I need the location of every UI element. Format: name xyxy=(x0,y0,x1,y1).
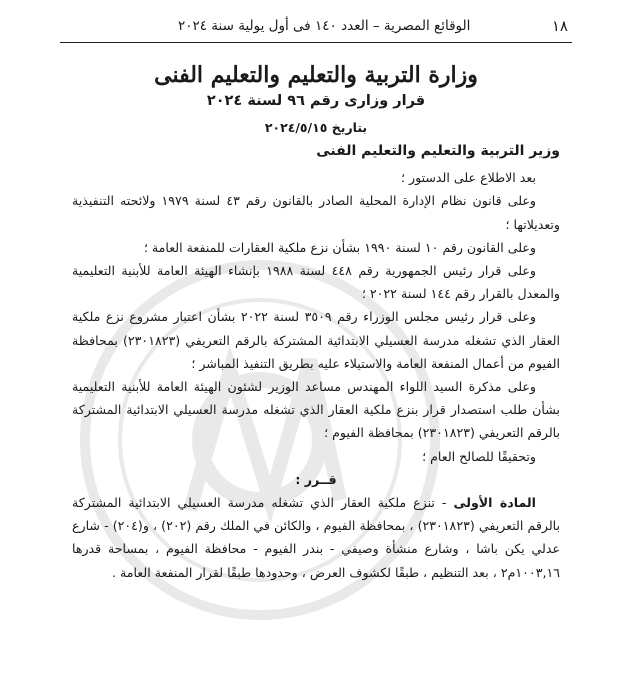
ministry-title: وزارة التربية والتعليم والتعليم الفنى xyxy=(154,62,478,88)
article-one-title: المادة الأولى xyxy=(453,495,536,511)
page-header xyxy=(60,12,572,43)
recital: وعلى قانون نظام الإدارة المحلية الصادر بالقانون رقم ٤٣ لسنة ١٩٧٩ ولائحته التنفيذية وتعديلاتها ؛ xyxy=(72,193,560,232)
decree-title: قرار وزارى رقم ٩٦ لسنة ٢٠٢٤ xyxy=(206,93,426,109)
recital: بعد الاطلاع على الدستور ؛ xyxy=(400,170,536,186)
recital: وعلى القانون رقم ١٠ لسنة ١٩٩٠ بشأن نزع ملكية العقارات للمنفعة العامة ؛ xyxy=(143,239,536,255)
decree-date: بتاريخ ٢٠٢٤/٥/١٥ xyxy=(264,120,368,135)
recital: وتحقيقًا للصالح العام ؛ xyxy=(422,448,536,464)
decides-heading: قــرر : xyxy=(295,471,337,487)
recital: وعلى مذكرة السيد اللواء المهندس مساعد الوزير لشئون الهيئة العامة للأبنية التعليمية بشأن طلب استصدار قرار بنزع ملكية العقار الذي تشغله مدرسة العسيلي الابتدائية المشتركة بالرقم التعريفي (٢٣٠١٨٢٣) بمحافظة الفيوم ؛ xyxy=(72,379,560,441)
page-number: ١٨ xyxy=(551,17,568,35)
gazette-header-title: الوقائع المصرية – العدد ١٤٠ فى أول يولية سنة ٢٠٢٤ xyxy=(178,18,471,34)
recital: وعلى قرار رئيس مجلس الوزراء رقم ٣٥٠٩ لسنة ٢٠٢٢ بشأن اعتبار مشروع نزع ملكية العقار الذي تشغله مدرسة العسيلي الابتدائية المشتركة بالرقم التعريفي (٢٣٠١٨٢٣) بمحافظة الفيوم من أعمال المنفعة العامة والاستيلاء عليه بطريق التنفيذ المباشر ؛ xyxy=(72,309,560,371)
article-one xyxy=(72,491,560,584)
article-one-text: - تنزع ملكية العقار الذي تشغله مدرسة العسيلي الابتدائية المشتركة بالرقم التعريفي (٢٣٠١٨٢٣) ، بمحافظة الفيوم ، والكائن في الملك رقم (٢٠٢) ، و(٢٠٤) - شارع عدلي يكن باشا ، وشارع منشأة وصيفي - بندر الفيوم - محافظة الفيوم ، بمساحة قدرها ١٠٠٣,١٦م٢ ، بعد التنظيم ، طبقًا لكشوف العرض ، وحدودها طبقًا لقرار المنفعة العامة . xyxy=(72,495,561,580)
minister-heading: وزير التربية والتعليم والتعليم الفنى xyxy=(316,143,560,159)
decree-body xyxy=(72,140,560,584)
recital: وعلى قرار رئيس الجمهورية رقم ٤٤٨ لسنة ١٩٨٨ بإنشاء الهيئة العامة للأبنية التعليمية والمعدل بالقرار رقم ١٤٤ لسنة ٢٠٢٢ ؛ xyxy=(72,263,560,302)
